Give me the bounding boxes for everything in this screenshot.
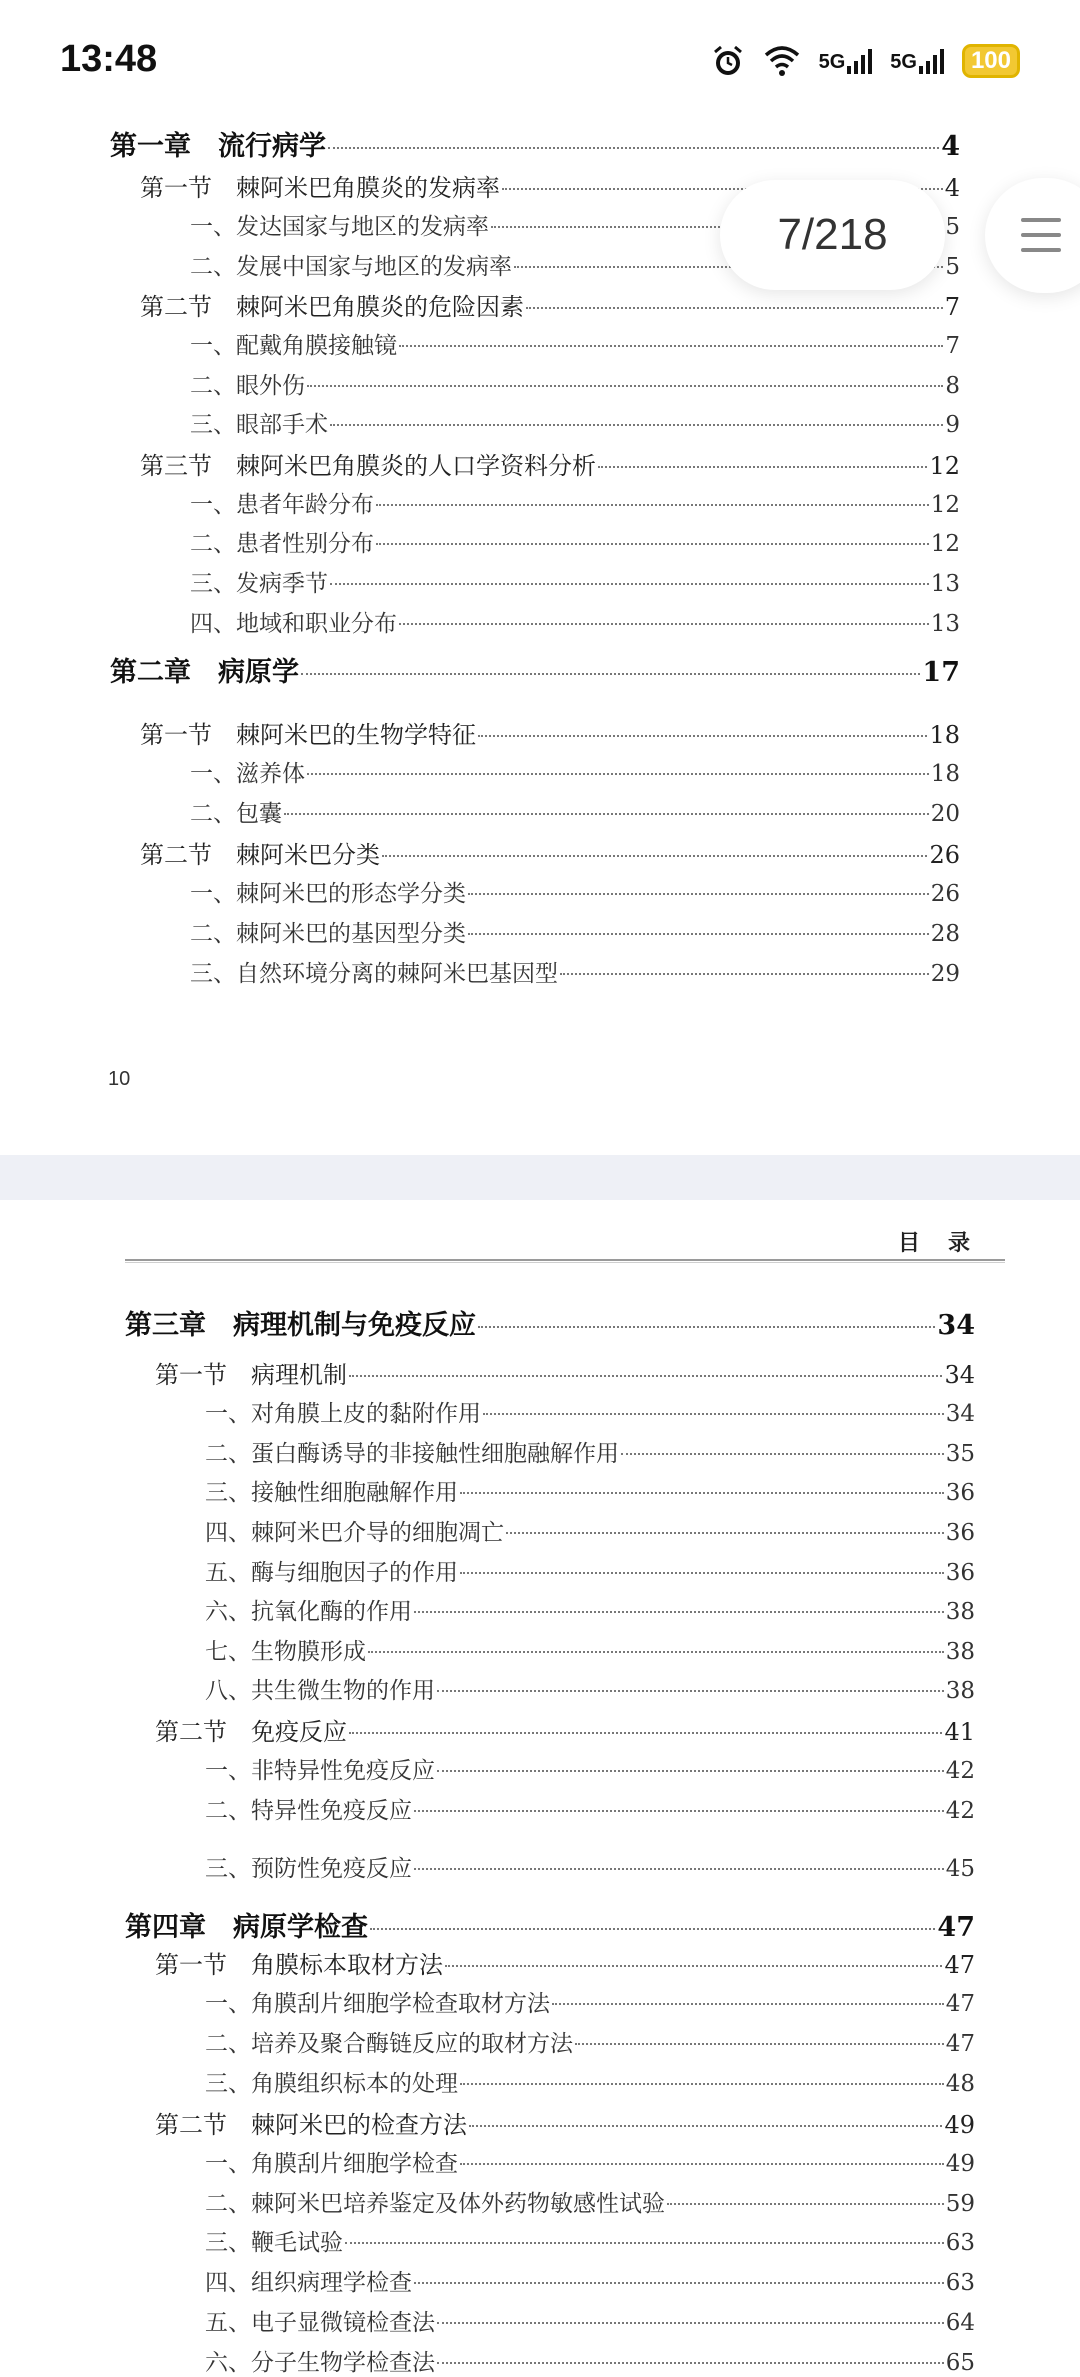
toc-entry-page: 8 [945,373,960,399]
page-indicator[interactable]: 7/218 [720,180,945,290]
toc-entry-page: 48 [945,2071,975,2097]
toc-entry-page: 64 [945,2310,975,2336]
dot-leader [330,583,929,585]
toc-entry-title: 一、滋养体 [190,761,305,787]
toc-item[interactable] [205,1593,975,1626]
toc-entry-title: 第一节 棘阿米巴角膜炎的发病率 [140,174,500,202]
dot-leader [368,1651,944,1653]
toc-entry-page: 12 [930,492,960,518]
toc-entry-title: 八、共生微生物的作用 [205,1678,435,1704]
toc-item[interactable] [205,2145,975,2178]
dot-leader [382,855,927,857]
toc-entry-page: 5 [945,254,960,280]
battery-indicator: 100 [962,44,1020,78]
toc-item[interactable] [205,1985,975,2018]
toc-entry-title: 一、角膜刮片细胞学检查 [205,2151,458,2177]
toc-item[interactable] [205,1395,975,1428]
dot-leader [506,1532,944,1534]
dot-leader [437,2362,944,2364]
toc-entry-title: 四、组织病理学检查 [205,2270,412,2296]
toc-item[interactable] [190,525,960,558]
toc-entry-page: 36 [945,1560,975,1586]
toc-chapter[interactable] [110,124,960,163]
toc-entry-page: 59 [945,2191,975,2217]
toc-item[interactable] [205,1752,975,1785]
toc-section[interactable] [155,1945,975,1980]
toc-item[interactable] [205,1633,975,1666]
toc-entry-page: 38 [945,1639,975,1665]
toc-entry-page: 34 [944,1361,975,1389]
dot-leader [598,466,927,468]
toc-item[interactable] [205,2065,975,2098]
toc-entry-page: 42 [945,1758,975,1784]
toc-item[interactable] [205,2264,975,2297]
toc-entry-title: 一、棘阿米巴的形态学分类 [190,881,466,907]
status-bar [0,0,1080,120]
toc-entry-title: 四、棘阿米巴介导的细胞凋亡 [205,1520,504,1546]
toc-entry-page: 36 [945,1520,975,1546]
dot-leader [376,543,929,545]
page-number: 10 [108,1068,131,1090]
toc-entry-title: 五、酶与细胞因子的作用 [205,1560,458,1586]
dot-leader [349,1732,942,1734]
toc-entry-title: 三、眼部手术 [190,412,328,438]
toc-item[interactable] [205,2224,975,2257]
toc-item[interactable] [205,2344,975,2377]
dot-leader [478,1326,935,1328]
dot-leader [414,2282,944,2284]
toc-entry-title: 第二章 病原学 [110,657,299,688]
network-type-label: 5G [890,51,917,73]
dot-leader [575,2043,944,2045]
toc-entry-title: 一、配戴角膜接触镜 [190,333,397,359]
clock: 13:48 [60,38,158,80]
toc-entry-page: 63 [945,2270,975,2296]
toc-item[interactable] [190,367,960,400]
toc-entry-title: 第二节 棘阿米巴的检查方法 [155,2111,467,2139]
toc-entry-title: 一、患者年龄分布 [190,492,374,518]
toc-item[interactable] [205,1554,975,1587]
toc-item[interactable] [190,406,960,439]
toc-entry-title: 第一章 流行病学 [110,131,326,162]
toc-entry-title: 七、生物膜形成 [205,1639,366,1665]
toc-entry-title: 二、患者性别分布 [190,531,374,557]
dot-leader [376,504,929,506]
toc-entry-title: 三、鞭毛试验 [205,2230,343,2256]
toc-entry-page: 5 [945,214,960,240]
dot-leader [460,1492,944,1494]
toc-entry-page: 4 [944,174,960,202]
dot-leader [478,735,927,737]
toc-entry-page: 47 [945,1991,975,2017]
dot-leader [445,1965,942,1967]
toc-entry-page: 47 [937,1912,975,1943]
toc-entry-page: 17 [922,657,960,688]
menu-icon [1021,233,1061,237]
toc-entry-title: 一、角膜刮片细胞学检查取材方法 [205,1991,550,2017]
dot-leader [307,773,929,775]
toc-entry-page: 47 [944,1951,975,1979]
toc-entry-title: 三、发病季节 [190,571,328,597]
toc-entry-title: 二、特异性免疫反应 [205,1798,412,1824]
dot-leader [667,2203,944,2205]
toc-entry-page: 35 [945,1441,975,1467]
signal-bars-icon [847,48,872,74]
toc-entry-title: 二、眼外伤 [190,373,305,399]
toc-entry-title: 第二节 免疫反应 [155,1718,347,1746]
toc-entry-title: 五、电子显微镜检查法 [205,2310,435,2336]
dot-leader [414,1611,944,1613]
toc-entry-title: 一、对角膜上皮的黏附作用 [205,1401,481,1427]
toc-entry-title: 第一节 病理机制 [155,1361,347,1389]
toc-entry-page: 38 [945,1678,975,1704]
dot-leader [399,623,929,625]
toc-item[interactable] [205,1792,975,1825]
signal-bars-icon [919,48,944,74]
toc-entry-title: 二、培养及聚合酶链反应的取材方法 [205,2031,573,2057]
toc-chapter[interactable] [125,1905,975,1944]
toc-item[interactable] [190,915,960,948]
dot-leader [483,1413,944,1415]
dot-leader [330,424,943,426]
status-icons [711,44,1020,78]
toc-section[interactable] [155,1712,975,1747]
header-rule [125,1259,1005,1261]
toc-entry-page: 18 [930,761,960,787]
document-page-2[interactable] [0,1200,1080,2375]
dot-leader [460,2083,944,2085]
toc-item[interactable] [190,875,960,908]
dot-leader [468,933,929,935]
dot-leader [349,1375,942,1377]
dot-leader [414,1810,944,1812]
toc-entry-page: 18 [929,721,960,749]
toc-chapter[interactable] [110,650,960,689]
toc-entry-title: 一、发达国家与地区的发病率 [190,214,489,240]
toc-entry-title: 第一节 棘阿米巴的生物学特征 [140,721,476,749]
toc-entry-page: 65 [945,2350,975,2376]
toc-entry-page: 26 [930,881,960,907]
signal-2 [890,48,944,74]
dot-leader [370,1928,935,1930]
toc-entry-title: 二、发展中国家与地区的发病率 [190,254,512,280]
dot-leader [460,2163,944,2165]
toc-section[interactable] [155,2105,975,2140]
toc-entry-page: 12 [929,452,960,480]
alarm-icon [711,44,745,78]
toc-entry-page: 34 [937,1310,975,1341]
menu-icon [1021,248,1061,252]
dot-leader [560,973,929,975]
dot-leader [621,1453,944,1455]
toc-item[interactable] [190,605,960,638]
dot-leader [552,2003,944,2005]
toc-entry-title: 二、蛋白酶诱导的非接触性细胞融解作用 [205,1441,619,1467]
toc-item[interactable] [190,486,960,519]
toc-item[interactable] [205,1514,975,1547]
toc-entry-page: 42 [945,1798,975,1824]
toc-entry-page: 4 [941,131,960,162]
dot-leader [345,2242,944,2244]
header-rule [125,1262,1005,1263]
toc-entry-page: 20 [930,801,960,827]
dot-leader [284,813,929,815]
signal-1 [819,48,873,74]
toc-item[interactable] [205,2025,975,2058]
toc-section[interactable] [140,446,960,481]
wifi-icon [763,44,801,78]
toc-item[interactable] [205,2185,975,2218]
toc-entry-page: 29 [930,961,960,987]
dot-leader [328,147,939,149]
running-header: 目录 [898,1230,999,1256]
toc-entry-title: 第一节 角膜标本取材方法 [155,1951,443,1979]
toc-entry-title: 第二节 棘阿米巴分类 [140,841,380,869]
toc-item[interactable] [205,1850,975,1883]
toc-entry-page: 7 [945,333,960,359]
toc-item[interactable] [190,795,960,828]
toc-entry-title: 三、自然环境分离的棘阿米巴基因型 [190,961,558,987]
toc-item[interactable] [190,755,960,788]
toc-entry-title: 二、棘阿米巴培养鉴定及体外药物敏感性试验 [205,2191,665,2217]
toc-entry-title: 一、非特异性免疫反应 [205,1758,435,1784]
dot-leader [414,1868,944,1870]
toc-entry-title: 第二节 棘阿米巴角膜炎的危险因素 [140,293,524,321]
toc-chapter[interactable] [125,1303,975,1342]
toc-entry-page: 47 [945,2031,975,2057]
toc-entry-title: 三、接触性细胞融解作用 [205,1480,458,1506]
dot-leader [460,1572,944,1574]
toc-entry-title: 第三章 病理机制与免疫反应 [125,1310,476,1341]
toc-entry-page: 63 [945,2230,975,2256]
toc-item[interactable] [190,327,960,360]
dot-leader [437,1690,944,1692]
dot-leader [469,2125,942,2127]
toc-entry-page: 49 [944,2111,975,2139]
toc-entry-page: 36 [945,1480,975,1506]
toc-entry-title: 第三节 棘阿米巴角膜炎的人口学资料分析 [140,452,596,480]
toc-entry-title: 二、棘阿米巴的基因型分类 [190,921,466,947]
network-type-label: 5G [818,51,846,73]
toc-entry-title: 三、角膜组织标本的处理 [205,2071,458,2097]
dot-leader [468,893,929,895]
dot-leader [437,2322,944,2324]
toc-item[interactable] [190,565,960,598]
toc-entry-title: 第四章 病原学检查 [125,1912,368,1943]
toc-section[interactable] [140,287,960,322]
toc-entry-title: 四、地域和职业分布 [190,611,397,637]
dot-leader [437,1770,944,1772]
toc-entry-title: 六、分子生物学检查法 [205,2350,435,2376]
toc-entry-page: 41 [944,1718,975,1746]
toc-entry-page: 45 [945,1856,975,1882]
toc-section[interactable] [140,715,960,750]
toc-entry-page: 12 [930,531,960,557]
toc-item[interactable] [190,955,960,988]
toc-item[interactable] [205,1435,975,1468]
toc-entry-title: 二、包囊 [190,801,282,827]
dot-leader [526,307,943,309]
dot-leader [307,385,943,387]
toc-entry-page: 34 [945,1401,975,1427]
toc-entry-title: 六、抗氧化酶的作用 [205,1599,412,1625]
toc-section[interactable] [140,835,960,870]
toc-entry-page: 13 [930,571,960,597]
toc-entry-page: 38 [945,1599,975,1625]
page-separator [0,1155,1080,1200]
toc-entry-page: 9 [945,412,960,438]
toc-item[interactable] [205,1474,975,1507]
menu-icon [1021,218,1061,222]
toc-entry-page: 7 [944,293,960,321]
dot-leader [301,673,920,675]
toc-entry-page: 13 [930,611,960,637]
dot-leader [399,345,943,347]
toc-section[interactable] [155,1355,975,1390]
toc-entry-page: 26 [929,841,960,869]
toc-item[interactable] [205,1672,975,1705]
toc-item[interactable] [205,2304,975,2337]
toc-entry-page: 28 [930,921,960,947]
toc-entry-page: 49 [945,2151,975,2177]
toc-entry-title: 三、预防性免疫反应 [205,1856,412,1882]
